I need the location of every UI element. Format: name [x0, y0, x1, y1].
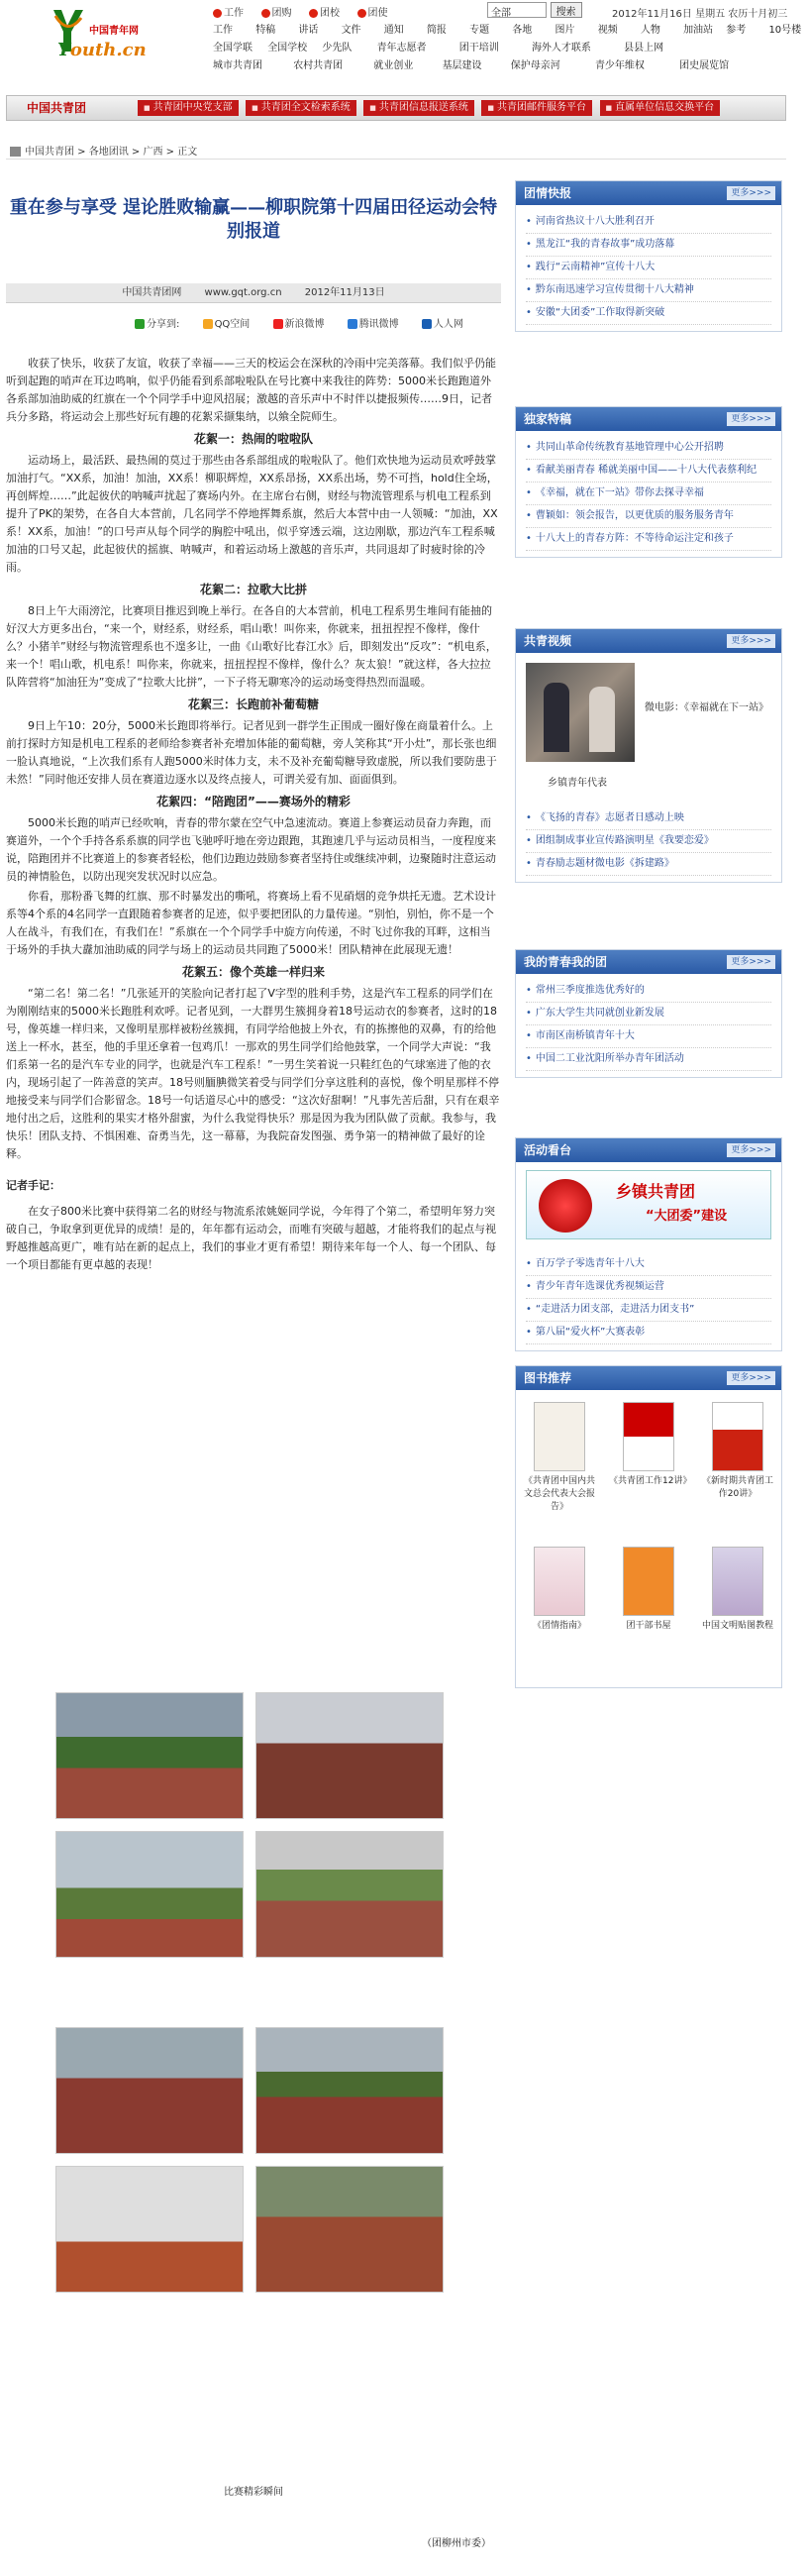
- article-origin: （团柳州市委）: [422, 2538, 491, 2549]
- channel-bar: [6, 95, 786, 121]
- nav-item[interactable]: 少先队: [322, 43, 353, 54]
- share-label: 分享到:: [135, 319, 189, 330]
- channel-tab[interactable]: ■ 直属单位信息交换平台: [600, 100, 721, 116]
- league-emblem-icon: [539, 1179, 592, 1233]
- flag-icon: [213, 9, 222, 18]
- more-link[interactable]: 更多>>>: [727, 412, 775, 426]
- book-item[interactable]: 《新时期共青团工作20讲》: [698, 1402, 777, 1501]
- nav-item[interactable]: 海外人才联系: [531, 43, 591, 54]
- more-link[interactable]: 更多>>>: [727, 1371, 775, 1385]
- share-bar: [135, 315, 483, 330]
- box-header: 活动看台 更多>>>: [516, 1138, 781, 1162]
- box-books: [515, 1365, 782, 1688]
- list-item[interactable]: • 《幸福，就在下一站》带你去探寻幸福: [526, 483, 771, 505]
- box-header: 共青视频 更多>>>: [516, 629, 781, 653]
- book-cover: [712, 1547, 763, 1616]
- top-link-work[interactable]: 工作: [213, 4, 244, 19]
- news-list: [516, 205, 781, 331]
- nav-item[interactable]: 青少年维权: [594, 60, 645, 71]
- list-item[interactable]: • 安徽“大团委”工作取得新突破: [526, 302, 771, 325]
- search-area: [487, 2, 582, 18]
- video-list: [516, 802, 781, 882]
- list-item[interactable]: • 《飞扬的青春》志愿者日感动上映: [526, 807, 771, 830]
- nav-item[interactable]: 视频: [597, 25, 618, 36]
- youth-list: [516, 974, 781, 1077]
- share-renren[interactable]: 人人网: [422, 319, 473, 330]
- list-item[interactable]: • 曹颖如：领会报告，以更优质的服务服务青年: [526, 505, 771, 528]
- breadcrumb: [10, 143, 197, 158]
- list-item[interactable]: • 共同山革命传统教育基地管理中心公开招聘: [526, 437, 771, 460]
- list-item[interactable]: • 青少年青年选课优秀视频运营: [526, 1276, 771, 1299]
- box-news: [515, 180, 782, 332]
- flag-icon: [309, 9, 318, 18]
- list-item[interactable]: • 市南区南桥镇青年十大: [526, 1025, 771, 1048]
- photo-6[interactable]: [255, 2027, 444, 2154]
- paragraph: “第二名！第二名！”几张延开的笑脸向记者打起了V字型的胜利手势，这是汽车工程系的同学们在为刚刚结束的5000米长跑胜利欢呼。记者见到，一大群男生簇拥身着18号运动衣的参赛者，这时的18号，像英雄一样归来，又像明星那样被粉丝簇拥，有同学给他披上外衣，有的拣擦他的双鼻，有的给他送上一杯水，甚至，他的手里还拿着一包鸡爪！一那欢的男生同学们给他鼓掌，一个同学大声说：“我们系第一名的是汽车专业的同学，也就是汽车工程系！”一男生笑着说一只鞋红色的气球塞进了他的衣内，现场引起了一阵善意的笑声。18号则腼腆微笑着受与同学们分享这胜利的喜悦，像个明星那样不停地接受来与同学们合影留念。18号一句话道尽心中的感受：“这次好甜啊！”凡事先苦后甜，只有在艰辛地付出之后，这胜利的果实才格外甜蜜，为什么我觉得快乐？那是因为我为团队做了贡献。我参与，我快乐！团队支持、不惧困难、奋勇当先，这一幕幕，为我院奋发图强、勇争第一的精神做了最好的诠释。: [6, 987, 500, 1160]
- list-item[interactable]: • 百万学子零选青年十八大: [526, 1253, 771, 1276]
- book-grid: [516, 1390, 781, 1687]
- photo-5[interactable]: [55, 2027, 244, 2154]
- share-tencent[interactable]: 腾讯微博: [348, 319, 409, 330]
- channel-tab[interactable]: ■ 共青团邮件服务平台: [481, 100, 592, 116]
- nav-item[interactable]: 团干培训: [458, 43, 499, 54]
- nav-item[interactable]: 团史展览馆: [679, 60, 730, 71]
- banner-line-2: “大团委”建设: [646, 1209, 728, 1224]
- book-item[interactable]: 《团情指南》: [520, 1547, 599, 1633]
- article-date: 2012年11月13日: [304, 287, 385, 298]
- list-item[interactable]: • 团组制成事业宣传路演明星《我要恋爱》: [526, 830, 771, 853]
- photo-3[interactable]: [55, 1831, 244, 1958]
- nav-item[interactable]: 基层建设: [442, 60, 482, 71]
- photo-4[interactable]: [255, 1831, 444, 1958]
- paragraph: 在女子800米比赛中获得第二名的财经与物流系浓姚姬同学说，今年得了个第二，希望明年努力突破自己，争取拿到更优异的成绩！是的，年年都有运动会，而唯有突破与超越，才能将我们的起点与视野越推越高更广，唯有站在新的起点上，我们的事业才更有希望！期待来年每一个人、每一个团队、每一个项目都能有更卓越的表现！: [6, 1205, 496, 1271]
- search-button[interactable]: 搜索: [551, 2, 582, 18]
- nav-item[interactable]: 特稿: [255, 25, 276, 36]
- nav-item[interactable]: 10号楼: [768, 25, 802, 36]
- nav-row-1: [213, 22, 802, 40]
- flag-icon: [261, 9, 270, 18]
- more-link[interactable]: 更多>>>: [727, 634, 775, 648]
- photo-7[interactable]: [55, 2166, 244, 2293]
- main-nav: [213, 22, 802, 75]
- banner-line-1: 乡镇共青团: [616, 1182, 696, 1201]
- nav-item[interactable]: 就业创业: [373, 60, 414, 71]
- channel-tab[interactable]: ■ 共青团中央党支部: [138, 100, 239, 116]
- paragraph: 8日上午大雨滂沱，比赛项目推迟到晚上举行。在各自的大本营前，机电工程系男生堆间有能抽的好汉大方更多出台，“来一个，财经系，财经系，唱山歌！叫你来，你就来，扭扭捏捏不像样，像什么？小猪羊”财经与物流管理系也不遑多让，一曲《山歌好比春江水》后，即刻发出“反攻”：“机电系，来一个！唱山歌，机电系！叫你来，你就来，扭扭捏捏不像样，像什么？灰太狼！”就这样，各大拉拉队阵营将“加油狂为”变成了“拉歌大比拼”，一下子将无聊寒冷的运动场变得热烈而温暖。: [6, 604, 497, 689]
- paragraph: 5000米长跑的哨声已经吹响，青春的带尔蒙在空气中急速流动。赛道上参赛运动员奋力奔跑，而赛道外，一个个手持各系系旗的同学也飞驰呼吁地在旁边跟跑，其跑速几乎与运动员相当，一度程度来说，陪跑团并不比赛道上的参赛者轻松，他们边跑边鼓励参赛者坚持住或继续冲刺，边聚随时注意运动员的神情脸色，以防出现突发状况时以应急。: [6, 816, 496, 883]
- paragraph: 收获了快乐，收获了友谊，收获了幸福——三天的校运会在深秋的冷雨中完美落幕。我们似乎仍能听到起跑的哨声在耳边鸣响，似乎仍能看到系部啦啦队在号比赛中来我往的阵势：5000米长跑跑道外各系部加油助威的红旗在一个个同学手中迎风招展；激越的音乐声中不时伴以捷报频传……9日，记者兵分多路，将运动会上那些好玩有趣的花絮采撷集纳，以飨全院师生。: [6, 357, 496, 423]
- nav-item[interactable]: 工作: [213, 25, 233, 36]
- activity-banner[interactable]: [526, 1170, 771, 1239]
- nav-item[interactable]: 县县上网: [624, 43, 664, 54]
- share-qzone[interactable]: QQ空间: [203, 319, 260, 330]
- more-link[interactable]: 更多>>>: [727, 1143, 775, 1157]
- reporter-note-heading: 记者手记：: [6, 1179, 60, 1192]
- box-exclusive: [515, 406, 782, 558]
- tencent-weibo-icon: [348, 319, 357, 329]
- channel-brand[interactable]: 中国共青团: [26, 101, 86, 115]
- book-cover: [623, 1547, 674, 1616]
- list-item[interactable]: • 第八届“爱火杯”大赛表彰: [526, 1322, 771, 1344]
- box-video: [515, 628, 782, 883]
- list-item[interactable]: • 黑龙江“我的青春故事”成功落幕: [526, 234, 771, 257]
- qzone-icon: [203, 319, 213, 329]
- search-scope-select[interactable]: 全部: [487, 2, 547, 18]
- box-header: 独家特稿 更多>>>: [516, 407, 781, 431]
- channel-tab[interactable]: ■ 共青团全文检索系统: [246, 100, 356, 116]
- nav-item[interactable]: 全国学联: [213, 43, 252, 54]
- section-heading: 花絮一：热闹的啦啦队: [193, 432, 313, 446]
- more-link[interactable]: 更多>>>: [727, 955, 775, 969]
- section-heading: 花絮三：长跑前补葡萄糖: [187, 698, 319, 711]
- list-item[interactable]: • 广东大学生共同就创业新发展: [526, 1003, 771, 1025]
- site-header: [0, 0, 802, 91]
- nav-item[interactable]: 农村共青团: [293, 60, 344, 71]
- home-icon: [10, 147, 21, 157]
- article-body: [6, 355, 501, 1276]
- list-item[interactable]: • 青春励志题材微电影《拆建路》: [526, 853, 771, 876]
- paragraph: 你看，那粉番飞舞的红旗、那不时暴发出的嘶吼，将赛场上看不见硝烟的竞争烘托无遗。艺术设计系等4个系的4名同学一直跟随着参赛者的足迹，似乎要把团队的力量传递。“别怕，别怕，你不是一个人在战斗，有我们在，有我们在！”系旗在一个个同学手中旋方向传递，不时飞过你我的耳畔，这相当于场外的手执大纛加油助威的同学与场上的运动员共同跑了5000米！团队精神在此展现无遗！: [6, 890, 496, 956]
- list-item[interactable]: • 十八大上的青春方阵：不等待命运注定和孩子: [526, 528, 771, 551]
- share-icon: [135, 319, 145, 329]
- nav-item[interactable]: 加油站: [683, 25, 714, 36]
- section-heading: 花絮五：像个英雄一样归来: [181, 965, 325, 979]
- article-meta: [6, 283, 501, 303]
- box-header: 团情快报 更多>>>: [516, 181, 781, 205]
- share-weibo[interactable]: 新浪微博: [273, 319, 335, 330]
- box-header: 图书推荐 更多>>>: [516, 1366, 781, 1390]
- top-link-school[interactable]: 团校: [309, 4, 340, 19]
- video-title[interactable]: 乡镇青年代表: [548, 778, 607, 789]
- nav-item[interactable]: 图片: [555, 25, 575, 36]
- video-caption[interactable]: 微电影：《幸福就在下一站》: [645, 702, 768, 713]
- nav-item[interactable]: 专题: [469, 25, 490, 36]
- section-heading: 花絮四：“陪跑团”——赛场外的精彩: [156, 795, 351, 808]
- list-item[interactable]: • 中国二工业沈阳所举办青年团活动: [526, 1048, 771, 1071]
- article-url: www.gqt.org.cn: [204, 287, 282, 298]
- date-text: 2012年11月16日 星期五 农历十月初三: [612, 9, 788, 20]
- list-item[interactable]: • 践行“云南精神”宣传十八大: [526, 257, 771, 279]
- nav-item[interactable]: 讲话: [298, 25, 319, 36]
- exclusive-list: [516, 431, 781, 557]
- featured-video[interactable]: [516, 653, 781, 802]
- nav-item[interactable]: 青年志愿者: [376, 43, 427, 54]
- photo-2[interactable]: [255, 1692, 444, 1819]
- box-header: 我的青春我的团 更多>>>: [516, 950, 781, 974]
- divider: [6, 159, 786, 160]
- nav-item[interactable]: 全国学校: [267, 43, 308, 54]
- nav-item[interactable]: 各地: [512, 25, 533, 36]
- list-item[interactable]: • 常州三季度推选优秀好的: [526, 980, 771, 1003]
- top-link-group[interactable]: 团购: [261, 4, 292, 19]
- nav-item[interactable]: 简报: [426, 25, 447, 36]
- nav-row-3: [213, 57, 787, 75]
- list-item[interactable]: • 黔东南迅速学习宣传贯彻十八大精神: [526, 279, 771, 302]
- video-thumbnail[interactable]: [526, 663, 635, 762]
- box-activities: [515, 1137, 782, 1351]
- section-heading: 花絮二：拉歌大比拼: [199, 583, 307, 596]
- nav-item[interactable]: 通知: [383, 25, 404, 36]
- nav-item[interactable]: 参考: [726, 25, 747, 36]
- nav-item[interactable]: 城市共青团: [213, 60, 262, 71]
- nav-item[interactable]: 人物: [640, 25, 660, 36]
- channel-tabs: [138, 100, 724, 116]
- more-link[interactable]: 更多>>>: [727, 186, 775, 200]
- paragraph: 9日上午10：20分，5000米长跑即将举行。记者见到一群学生正围成一圈好像在商量着什么。上前打探时方知是机电工程系的老师给参赛者补充增加体能的葡萄糖，旁人笑称其“开小灶”，那长张也细一脸认真地说，“上次我们系有人跑5000米时体力支，未不及补充葡萄糖导致虚脱，所以我们要防患于未然！”同时他还安排人员在赛道边逐水以及终点接人，可谓关爱有加、面面俱到。: [6, 719, 497, 786]
- logo-word: Youth.cn: [57, 40, 147, 60]
- weibo-icon: [273, 319, 283, 329]
- list-item[interactable]: • 看献美丽青春 稀就美丽中国——十八大代表蔡利纪: [526, 460, 771, 483]
- book-item[interactable]: 《共青团工作12讲》: [609, 1402, 688, 1488]
- book-cover: [534, 1402, 585, 1471]
- photo-8[interactable]: [255, 2166, 444, 2293]
- book-item[interactable]: 《共青团中国内共文总会代表大会报告》: [520, 1402, 599, 1514]
- article-source: 中国共青团网: [122, 287, 182, 298]
- book-cover: [534, 1547, 585, 1616]
- book-item[interactable]: 中国文明贴图教程: [698, 1547, 777, 1633]
- box-my-youth: [515, 949, 782, 1078]
- logo-cn-text: 中国青年网: [89, 26, 139, 37]
- breadcrumb-text[interactable]: 中国共青团 > 各地团讯 > 广西 > 正文: [25, 147, 198, 158]
- renren-icon: [422, 319, 432, 329]
- book-cover: [712, 1402, 763, 1471]
- top-link-envoy[interactable]: 团使: [357, 4, 388, 19]
- channel-tab[interactable]: ■ 共青团信息报送系统: [363, 100, 474, 116]
- book-item[interactable]: 团干部书屋: [609, 1547, 688, 1633]
- list-item[interactable]: • “走进活力团支部，走进活力团支书”: [526, 1299, 771, 1322]
- nav-row-2: [213, 40, 787, 57]
- photo-caption: 比赛精彩瞬间: [224, 2487, 283, 2498]
- paragraph: 运动场上，最活跃、最热闹的莫过于那些由各系部组成的啦啦队了。他们欢快地为运动员欢呼鼓掌加油打气。“XX系，加油！加油，XX系！柳职辉煌，XX系昂扬，XX系出场，势不可挡，hold住全场，再创辉煌……”此起彼伏的呐喊声扰起了赛场内外。在主席台右侧，财经与物流管理系与机电工程系到提升了PK的架势，在各自大本营前，几名同学不停地挥舞系旗，然后大本营中由一人领喊：“加油，XX系！XX系，加油！”的口号声从每个同学的胸腔中吼出，似乎穿透云端，这边刚歇，那边汽车工程系喊加油的口号又起，此起彼伏的摇旗、呐喊声，和着运动场上激越的音乐声，共同退却了时疲时徐的冷雨。: [6, 454, 498, 574]
- nav-item[interactable]: 保护母亲河: [510, 60, 560, 71]
- book-cover: [623, 1402, 674, 1471]
- flag-icon: [357, 9, 366, 18]
- article-title: 重在参与享受 逞论胜败输赢——柳职院第十四届田径运动会特别报道: [9, 197, 498, 242]
- list-item[interactable]: • 河南省热议十八大胜利召开: [526, 211, 771, 234]
- article: [6, 166, 501, 2564]
- activity-list: [516, 1247, 781, 1350]
- site-logo[interactable]: [51, 6, 160, 61]
- nav-item[interactable]: 文件: [341, 25, 361, 36]
- photo-1[interactable]: [55, 1692, 244, 1819]
